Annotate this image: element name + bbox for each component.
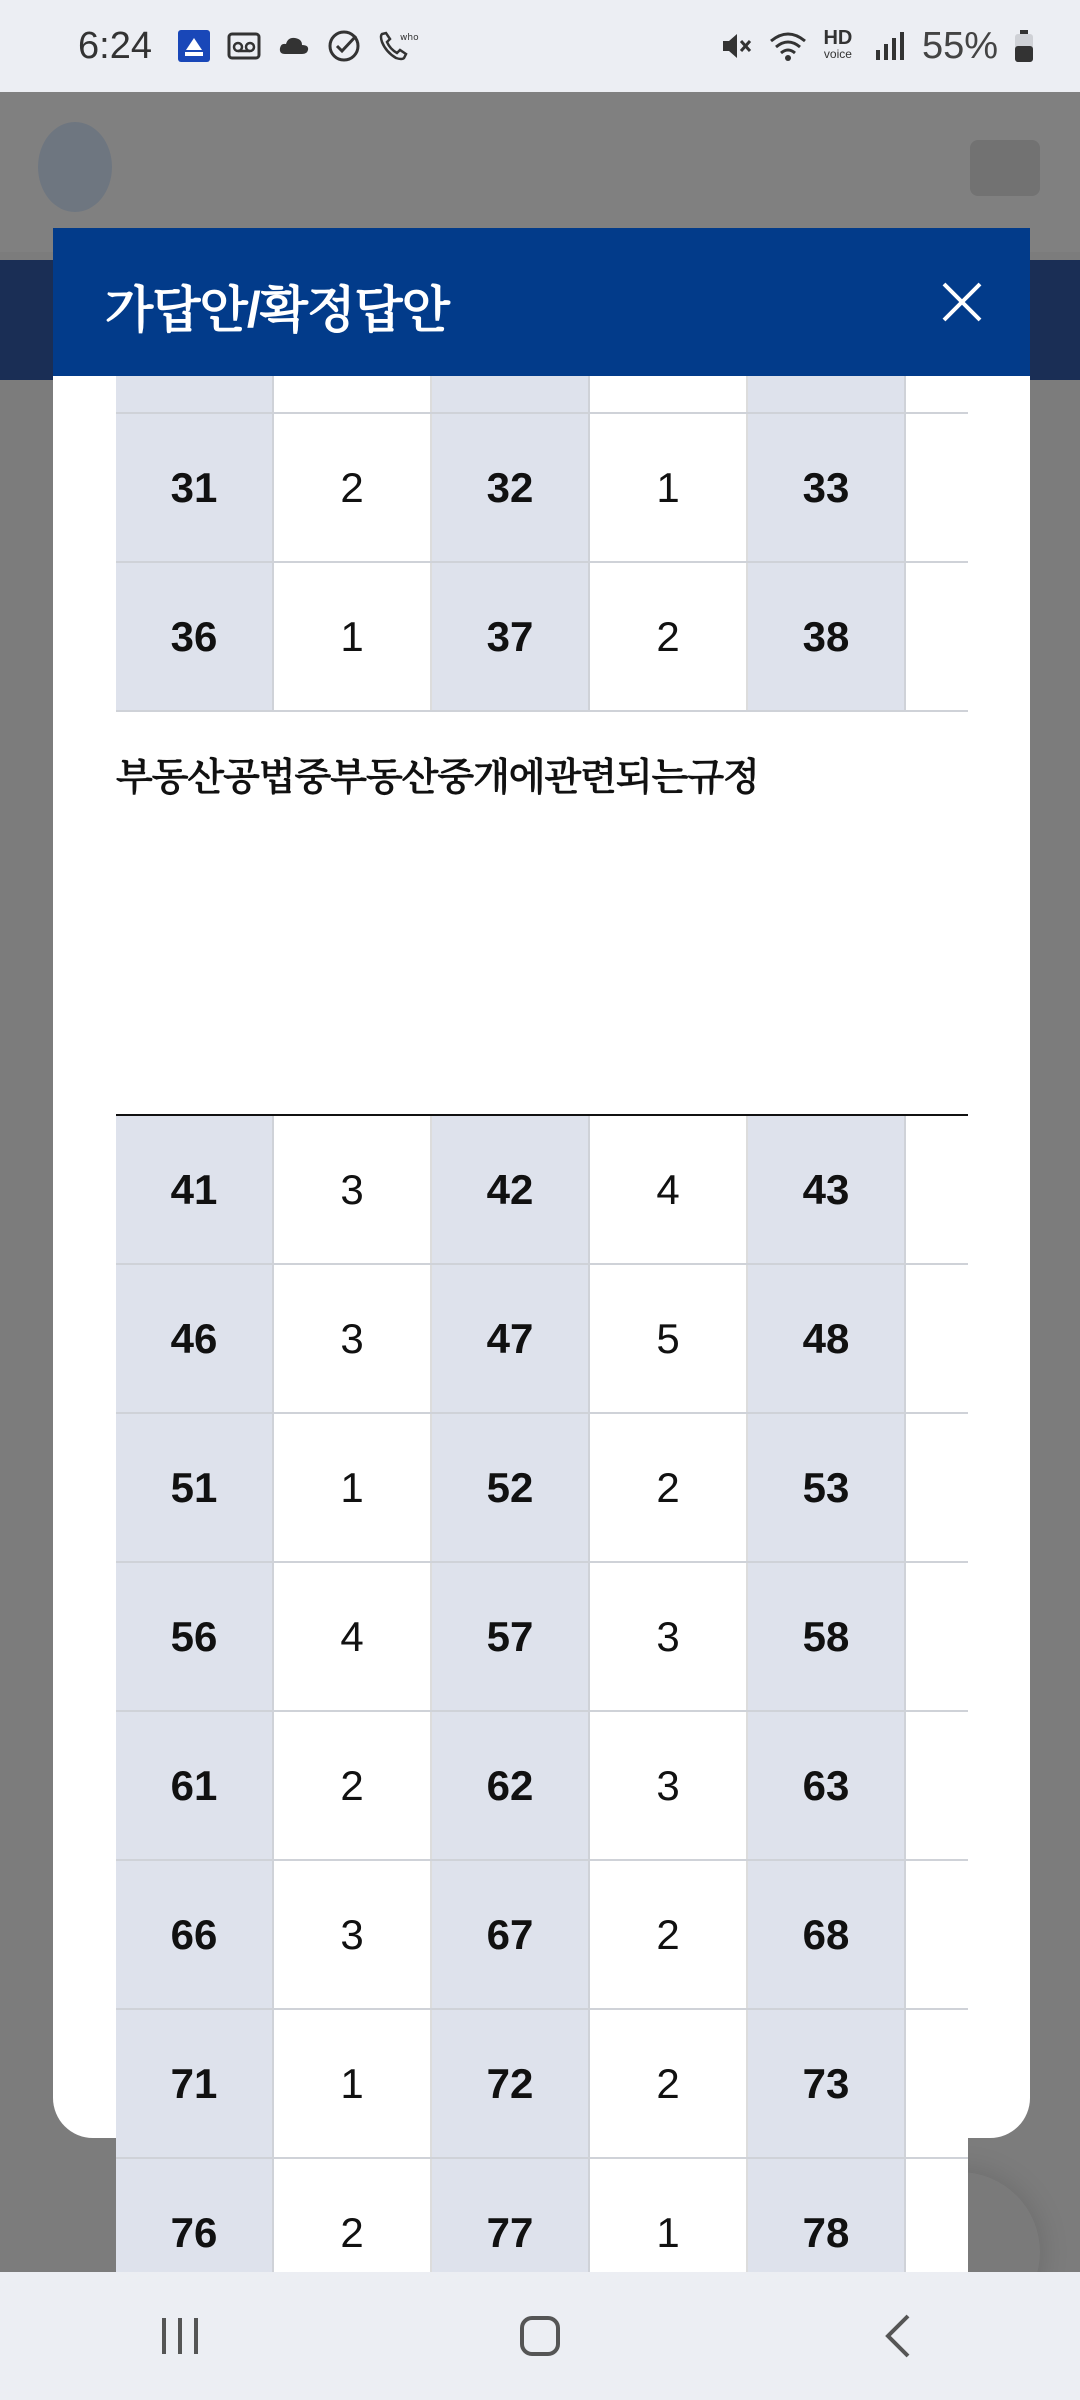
security-app-icon bbox=[176, 28, 212, 64]
question-number-cell: 78 bbox=[748, 2159, 906, 2306]
answer-cell: 4 bbox=[274, 1563, 432, 1710]
table-row bbox=[116, 2010, 968, 2159]
hd-voice-icon bbox=[818, 28, 858, 64]
answer-cell: 2 bbox=[274, 1712, 432, 1859]
table-row bbox=[116, 1861, 968, 2010]
question-number-cell: 56 bbox=[116, 1563, 274, 1710]
answer-cell: 3 bbox=[274, 1116, 432, 1263]
call-app-icon bbox=[376, 28, 419, 64]
status-right bbox=[718, 25, 1036, 68]
answer-cell bbox=[906, 2010, 968, 2157]
answer-cell: 1 bbox=[590, 2159, 748, 2306]
answer-cell bbox=[590, 376, 748, 412]
question-number-cell: 31 bbox=[116, 414, 274, 561]
question-number-cell: 46 bbox=[116, 1265, 274, 1412]
modal-title: 가답안/확정답안 bbox=[105, 282, 449, 338]
answer-cell: 3 bbox=[274, 1265, 432, 1412]
question-number-cell: 42 bbox=[432, 1116, 590, 1263]
answer-cell: 1 bbox=[590, 414, 748, 561]
question-number-cell: 51 bbox=[116, 1414, 274, 1561]
answer-cell: 5 bbox=[590, 1265, 748, 1412]
voice-label: voice bbox=[823, 47, 852, 61]
question-number-cell: 43 bbox=[748, 1116, 906, 1263]
table-row bbox=[116, 1116, 968, 1265]
question-number-cell: 36 bbox=[116, 563, 274, 710]
answer-cell bbox=[906, 1265, 968, 1412]
modal-body[interactable] bbox=[53, 376, 1030, 2256]
navigation-bar bbox=[0, 2272, 1080, 2400]
hd-label: HD bbox=[823, 27, 853, 49]
question-number-cell: 53 bbox=[748, 1414, 906, 1561]
question-number-cell: 68 bbox=[748, 1861, 906, 2008]
wifi-icon bbox=[768, 28, 804, 64]
answer-cell: 3 bbox=[590, 1563, 748, 1710]
answer-cell: 3 bbox=[590, 1712, 748, 1859]
answer-modal bbox=[53, 228, 1030, 2256]
section-title: 부동산공법중부동산중개에관련되는규정 bbox=[116, 757, 759, 799]
question-number-cell: 57 bbox=[432, 1563, 590, 1710]
answer-cell bbox=[906, 1414, 968, 1561]
home-icon[interactable] bbox=[480, 2296, 600, 2376]
question-number-cell: 76 bbox=[116, 2159, 274, 2306]
question-number-cell: 67 bbox=[432, 1861, 590, 2008]
answer-cell bbox=[906, 1712, 968, 1859]
question-number-cell: 38 bbox=[748, 563, 906, 710]
signal-icon bbox=[872, 28, 908, 64]
answer-cell bbox=[906, 1563, 968, 1710]
answer-cell bbox=[274, 376, 432, 412]
table-row bbox=[116, 414, 968, 563]
answer-cell: 2 bbox=[274, 2159, 432, 2306]
question-number-cell: 71 bbox=[116, 2010, 274, 2157]
question-number-cell: 77 bbox=[432, 2159, 590, 2306]
battery-percent: 55% bbox=[921, 24, 998, 67]
background-menu-icon bbox=[970, 140, 1040, 196]
question-number-cell: 62 bbox=[432, 1712, 590, 1859]
answer-cell bbox=[906, 414, 968, 561]
answer-cell: 1 bbox=[274, 563, 432, 710]
question-number-cell: 63 bbox=[748, 1712, 906, 1859]
svg-text:who: who bbox=[399, 33, 419, 43]
question-cell bbox=[432, 376, 590, 412]
table-row bbox=[116, 1265, 968, 1414]
question-number-cell: 58 bbox=[748, 1563, 906, 1710]
answer-cell: 2 bbox=[590, 1414, 748, 1561]
table-row bbox=[116, 563, 968, 712]
table-row-partial bbox=[116, 376, 968, 414]
status-time: 6:24 bbox=[78, 24, 152, 67]
check-circle-icon bbox=[326, 28, 362, 64]
answer-cell bbox=[906, 1116, 968, 1263]
question-number-cell: 33 bbox=[748, 414, 906, 561]
question-number-cell: 37 bbox=[432, 563, 590, 710]
table-row bbox=[116, 1414, 968, 1563]
modal-header bbox=[53, 228, 1030, 376]
voicemail-icon bbox=[226, 28, 262, 64]
answer-cell: 2 bbox=[590, 1861, 748, 2008]
answer-cell: 1 bbox=[274, 2010, 432, 2157]
answer-cell bbox=[906, 563, 968, 710]
question-number-cell: 61 bbox=[116, 1712, 274, 1859]
answer-cell: 4 bbox=[590, 1116, 748, 1263]
question-number-cell: 47 bbox=[432, 1265, 590, 1412]
question-number-cell: 48 bbox=[748, 1265, 906, 1412]
background-logo-icon bbox=[38, 122, 112, 212]
answer-cell bbox=[906, 376, 968, 412]
close-icon[interactable] bbox=[934, 274, 990, 330]
status-bar bbox=[0, 0, 1080, 92]
answer-grid-section-2 bbox=[116, 1116, 968, 2308]
answer-cell: 2 bbox=[590, 2010, 748, 2157]
recent-apps-icon[interactable] bbox=[120, 2296, 240, 2376]
answer-cell: 3 bbox=[274, 1861, 432, 2008]
answer-cell: 1 bbox=[274, 1414, 432, 1561]
question-number-cell: 73 bbox=[748, 2010, 906, 2157]
answer-cell: 2 bbox=[590, 563, 748, 710]
status-left bbox=[78, 24, 419, 68]
answer-cell bbox=[906, 1861, 968, 2008]
question-number-cell: 66 bbox=[116, 1861, 274, 2008]
table-row bbox=[116, 1712, 968, 1861]
table-row bbox=[116, 1563, 968, 1712]
question-cell bbox=[116, 376, 274, 412]
mute-icon bbox=[718, 28, 754, 64]
question-number-cell: 52 bbox=[432, 1414, 590, 1561]
battery-icon bbox=[1012, 28, 1036, 64]
answer-cell: 2 bbox=[274, 414, 432, 561]
cloud-icon bbox=[276, 28, 312, 64]
question-number-cell: 32 bbox=[432, 414, 590, 561]
question-cell bbox=[748, 376, 906, 412]
answer-grid-section-1 bbox=[116, 376, 968, 712]
question-number-cell: 41 bbox=[116, 1116, 274, 1263]
question-number-cell: 72 bbox=[432, 2010, 590, 2157]
back-icon[interactable] bbox=[840, 2296, 960, 2376]
